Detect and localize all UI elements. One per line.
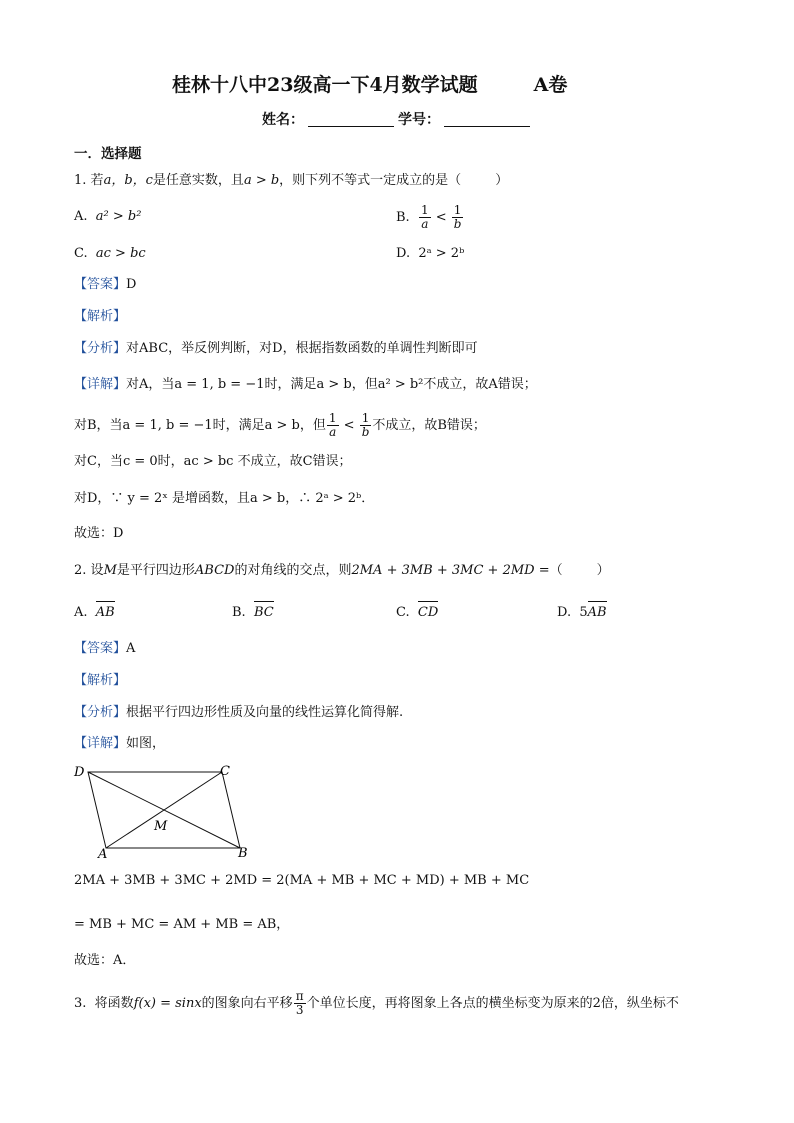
q2-detail-intro: 如图， <box>126 736 166 751</box>
name-id-line <box>262 109 534 129</box>
exam-title <box>172 70 567 97</box>
q2-option-c <box>396 604 438 622</box>
q1-detail-b-frac-1: $\frac{1}{a}$ <box>328 411 337 439</box>
exam-edition: A卷 <box>533 74 568 96</box>
q2-fenxi <box>74 704 403 722</box>
q1-stem-cond: a > b <box>243 173 280 188</box>
q1-option-a <box>74 208 141 226</box>
q2-option-d-coef: 5 <box>579 605 588 620</box>
q2-analysis-label: 【解析】 <box>74 673 127 688</box>
q2-stem-text-2: 是平行四边形 <box>116 563 195 578</box>
q1-detail-tag: 【详解】 <box>74 377 127 392</box>
q2-conclusion: 故选：A． <box>74 953 136 968</box>
q3-stem-func: f(x) = sinx <box>133 996 202 1011</box>
q1-stem <box>74 172 508 190</box>
vertex-label-a: A <box>98 847 108 862</box>
q2-stem-text-3: 的对角线的交点，则 <box>234 563 352 578</box>
q1-detail-b-frac-2: $\frac{1}{b}$ <box>361 411 370 439</box>
q1-detail-a <box>74 376 537 394</box>
q2-answer-tag: 【答案】 <box>74 641 127 656</box>
q1-stem-text-2: 是任意实数，且 <box>152 173 244 188</box>
q1-detail-a-text: 对A，当a = 1, b = −1时，满足a > b，但a² > b²不成立，故A错误； <box>126 377 537 392</box>
q1-conclusion: 故选：D <box>74 526 124 541</box>
q1-detail-c: 对C，当c = 0时，ac > bc 不成立，故C错误； <box>74 454 352 469</box>
q2-option-d-label: D. <box>557 605 572 620</box>
q2-analysis-tag <box>74 672 126 690</box>
q2-option-b-vec: BC <box>253 605 274 620</box>
q1-option-b-frac-2: $\frac{1}{b}$ <box>453 203 462 231</box>
q2-number: 2. <box>74 563 87 578</box>
q1-option-b-frac-1: $\frac{1}{a}$ <box>420 203 429 231</box>
q1-option-c-label: C. <box>74 246 88 261</box>
q1-option-a-expr: a² > b² <box>95 209 142 224</box>
q3-pi-over-3: $\frac{\pi}{3}$ <box>295 989 304 1017</box>
q2-stem-text: 设 <box>90 563 104 578</box>
q1-fenxi <box>74 340 478 358</box>
q1-analysis-tag <box>74 308 126 326</box>
q2-option-b-label: B. <box>232 605 246 620</box>
q1-option-b: B. $\frac{1}{a}$ < $\frac{1}{b}$ <box>396 203 462 231</box>
q3-stem-text: 将函数 <box>94 996 134 1011</box>
vertex-label-b: B <box>238 846 248 861</box>
q2-option-c-vec: CD <box>417 605 439 620</box>
q1-answer <box>74 276 136 294</box>
q1-detail-b-text-2: 不成立，故B错误； <box>372 418 486 433</box>
q1-option-c <box>74 245 146 263</box>
q2-option-a-label: A. <box>74 605 88 620</box>
q1-stem-end: ） <box>495 173 509 188</box>
q2-stem-m: M <box>103 563 117 578</box>
q2-option-d <box>557 604 607 622</box>
exam-title-text: 桂林十八中23级高一下4月数学试题 <box>172 74 478 96</box>
q3-number: 3. <box>74 996 87 1011</box>
q1-option-d-expr: 2ᵃ > 2ᵇ <box>418 246 465 261</box>
vertex-label-d: D <box>74 765 85 780</box>
q1-detail-b: 对B，当a = 1, b = −1时，满足a > b，但 $\frac{1}{a}$ < $\frac{1}{b}$ 不成立，故B错误； <box>74 411 486 439</box>
q2-stem-shape: ABCD <box>194 563 235 578</box>
q1-option-a-label: A. <box>74 209 88 224</box>
q2-paren-close: ） <box>596 563 610 578</box>
q2-option-a-vec: AB <box>95 605 115 620</box>
vertex-label-c: C <box>220 764 230 779</box>
id-label: 学号： <box>398 112 440 128</box>
q1-fenxi-tag: 【分析】 <box>74 341 127 356</box>
q1-stem-text-3: ，则下列不等式一定成立的是（ <box>279 173 462 188</box>
q2-equation-2: = MB + MC = AM + MB = AB， <box>74 917 290 932</box>
q2-detail <box>74 735 165 753</box>
q2-fenxi-text: 根据平行四边形性质及向量的线性运算化简得解. <box>126 705 404 720</box>
center-label-m: M <box>154 819 168 834</box>
q2-stem <box>74 562 610 580</box>
q2-option-b <box>232 604 274 622</box>
q3-stem-text-2: 的图象向右平移 <box>201 996 293 1011</box>
diagonal-ca <box>106 772 222 848</box>
q2-fenxi-tag: 【分析】 <box>74 705 127 720</box>
parallelogram-figure <box>70 760 270 862</box>
q1-analysis-label: 【解析】 <box>74 309 127 324</box>
name-label: 姓名： <box>262 112 304 128</box>
q2-detail-tag: 【详解】 <box>74 736 127 751</box>
q1-answer-tag: 【答案】 <box>74 277 127 292</box>
q2-option-c-label: C. <box>396 605 410 620</box>
q2-answer-value: A <box>126 641 136 656</box>
q1-option-b-label: B. <box>396 210 410 225</box>
q1-answer-value: D <box>126 277 137 292</box>
q3-stem <box>74 990 679 1017</box>
name-blank <box>308 112 394 127</box>
q2-answer <box>74 640 135 658</box>
q1-number: 1. <box>74 173 87 188</box>
id-blank <box>444 112 530 127</box>
q2-option-d-vec: AB <box>587 605 607 620</box>
q2-paren-open: （ <box>549 563 563 578</box>
q3-stem-text-3: 个单位长度，再将图象上各点的横坐标变为原来的2倍，纵坐标不 <box>306 996 679 1011</box>
q1-stem-text: 若 <box>90 173 104 188</box>
q1-option-d-label: D. <box>396 246 411 261</box>
q2-equation-1: 2MA + 3MB + 3MC + 2MD = 2(MA + MB + MC + MD) + MB + MC <box>74 873 530 888</box>
q1-stem-vars: a，b，c <box>103 173 153 188</box>
q1-option-d <box>396 245 464 263</box>
q1-option-c-expr: ac > bc <box>95 246 146 261</box>
q1-detail-d: 对D，∵ y = 2ˣ 是增函数，且a > b，∴ 2ᵃ > 2ᵇ． <box>74 491 375 506</box>
q1-fenxi-text: 对ABC，举反例判断，对D，根据指数函数的单调性判断即可 <box>126 341 478 356</box>
section-title: 一．选择题 <box>74 146 142 162</box>
q2-stem-expr: 2MA + 3MB + 3MC + 2MD = <box>351 563 550 578</box>
q1-detail-b-text: 对B，当a = 1, b = −1时，满足a > b，但 <box>74 418 326 433</box>
q2-option-a <box>74 604 115 622</box>
